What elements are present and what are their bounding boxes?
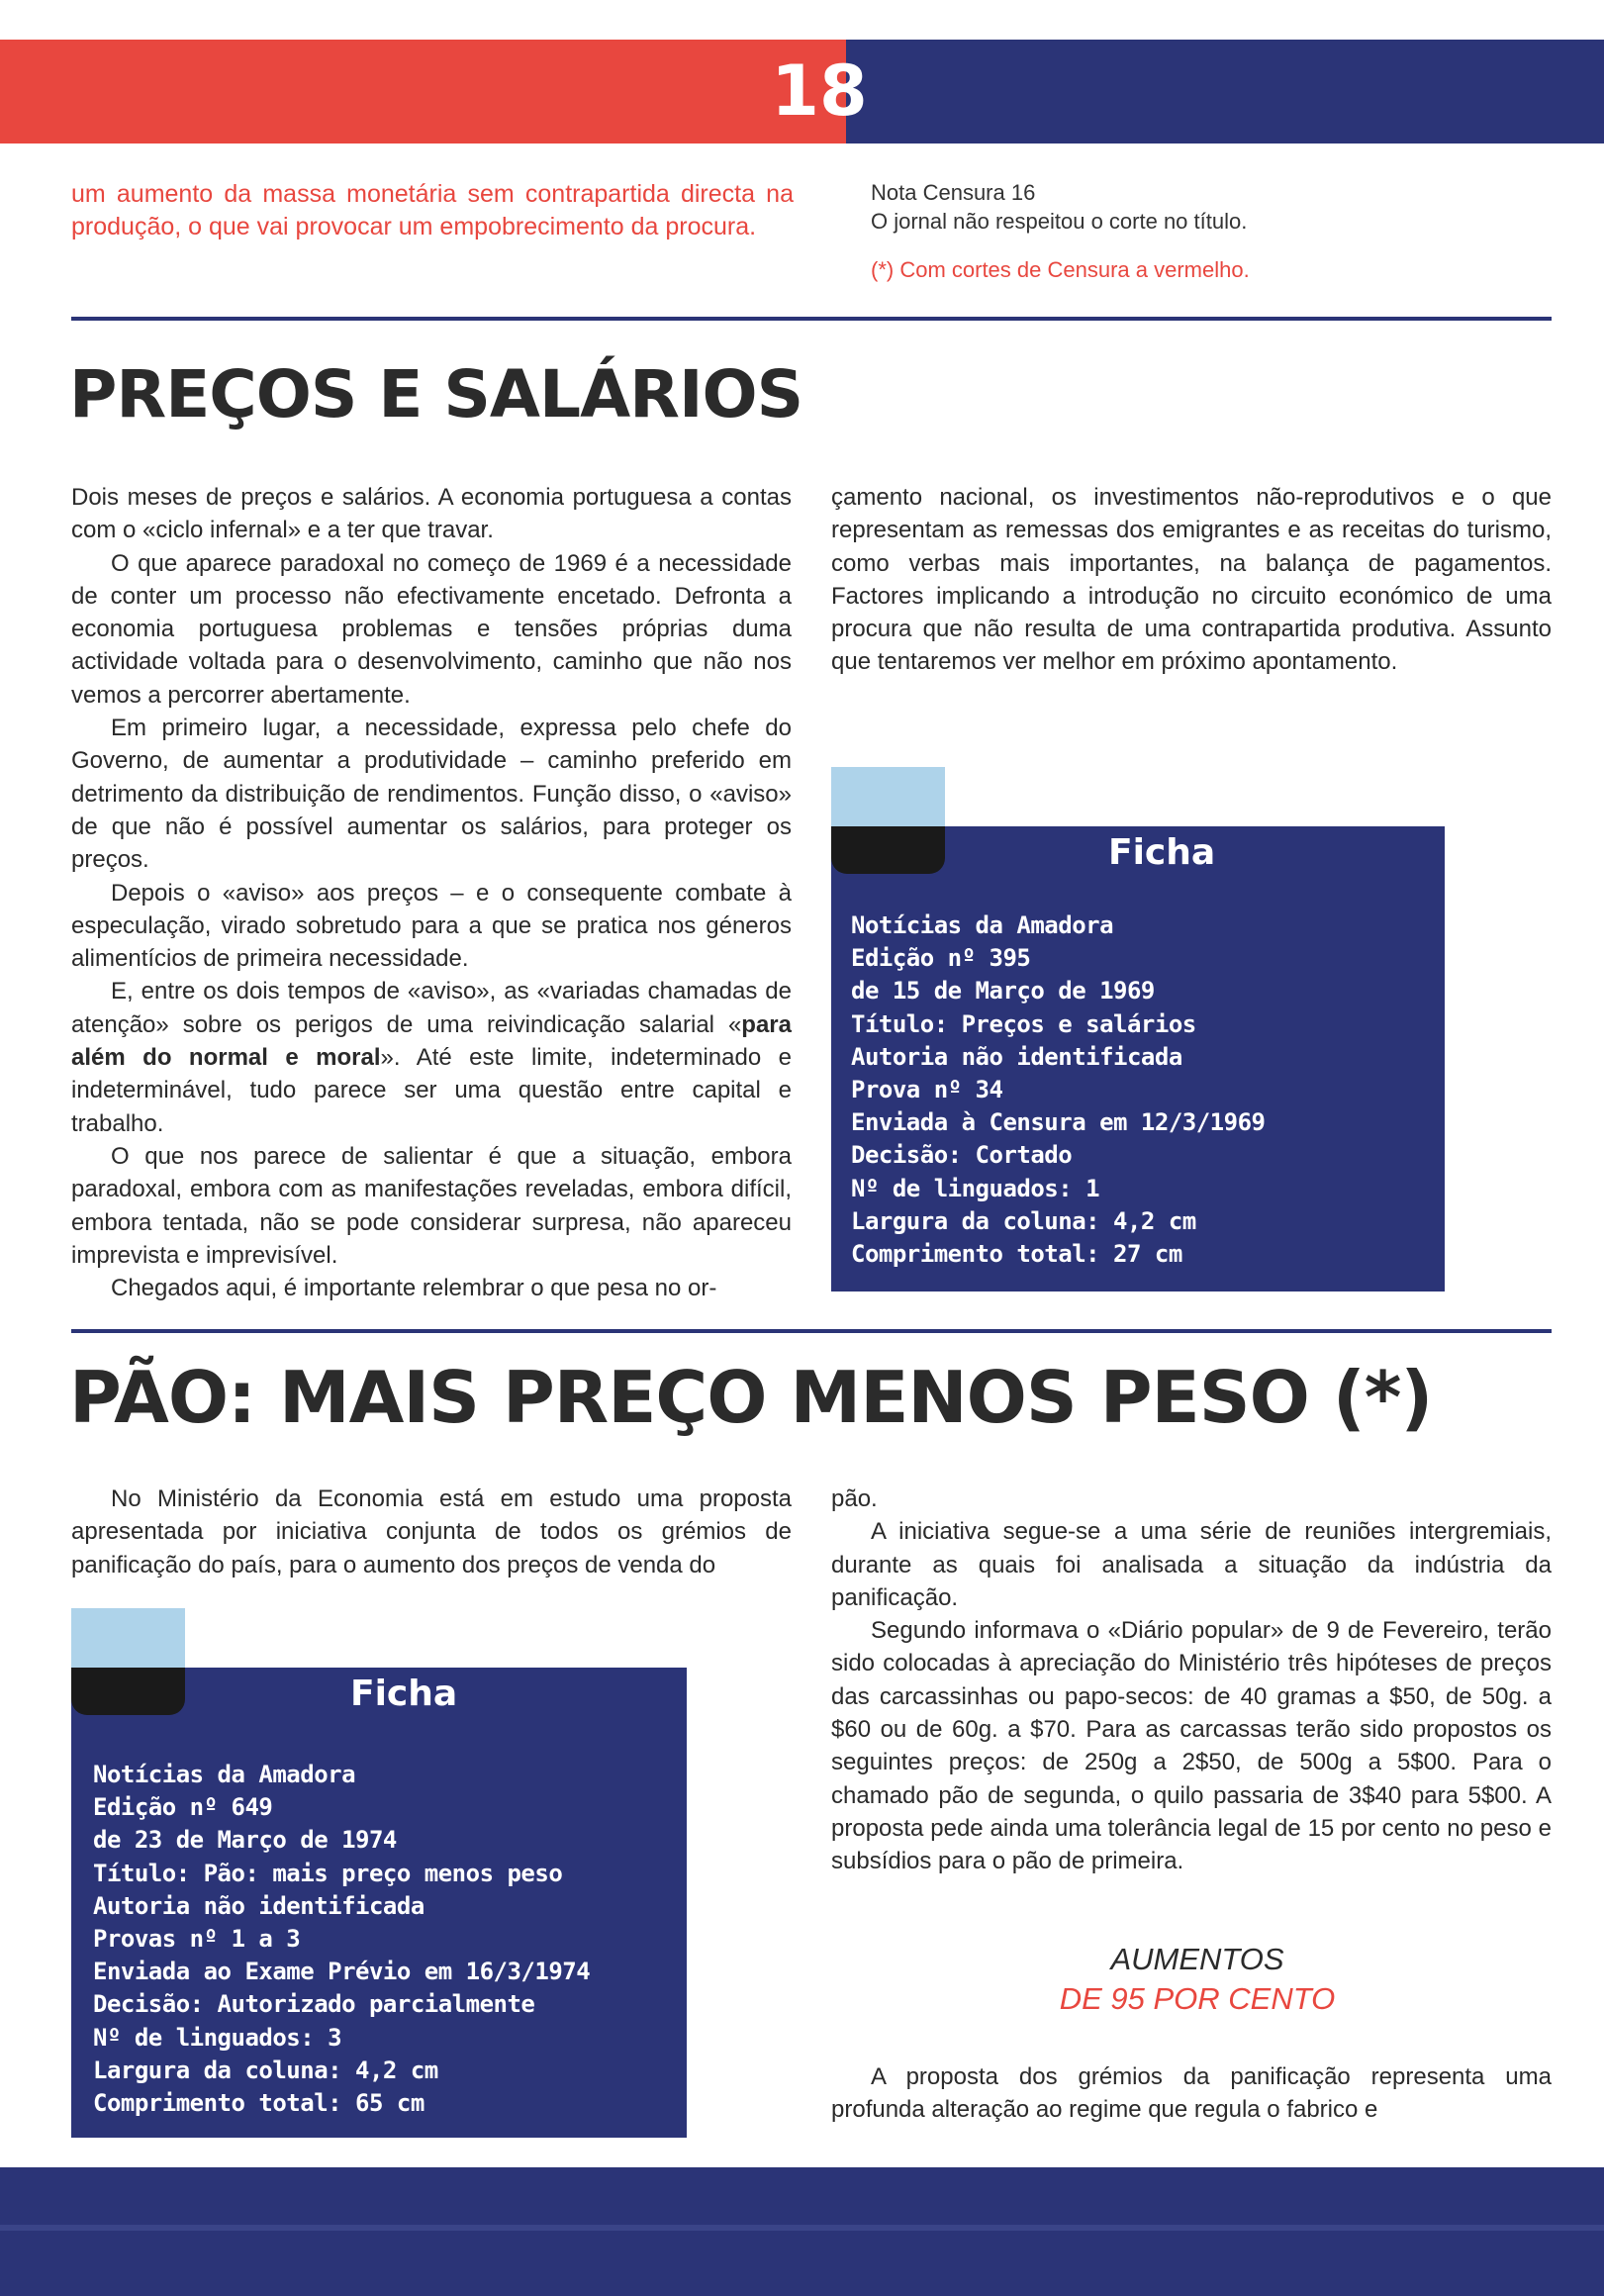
subheading-line-red: DE 95 POR CENTO xyxy=(1059,1981,1336,2016)
article2-closing-column xyxy=(831,2060,1552,2127)
header-red-block xyxy=(0,40,846,144)
ficha-line: Nº de linguados: 3 xyxy=(93,2023,342,2052)
ficha-line: Nº de linguados: 1 xyxy=(851,1174,1100,1202)
note-text: O jornal não respeitou o corte no título. xyxy=(871,209,1248,234)
ficha-title: Ficha xyxy=(1108,832,1216,873)
paragraph: O que nos parece de salientar é que a situação, embora paradoxal, embora com as manifestações reveladas, embora difícil, embora tentada, não se pode considerar surpresa, não apareceu imprevista e imprevisível. xyxy=(71,1142,792,1269)
ficha-details xyxy=(851,909,1265,1271)
ficha-line: Prova nº 34 xyxy=(851,1076,1003,1104)
article1-right-column xyxy=(831,481,1552,679)
paragraph-text: E, entre os dois tempos de «aviso», as «variadas chamadas de atenção» sobre os perigos de uma reivindicação salarial « xyxy=(71,978,792,1038)
header-blue-block xyxy=(846,40,1604,144)
top-continuation-text: um aumento da massa monetária sem contrapartida directa na produção, o que vai provocar um empobrecimento da procura. xyxy=(71,180,794,240)
article2-right-column xyxy=(831,1483,1552,1878)
paragraph: A iniciativa segue-se a uma série de reuniões intergremiais, durante as quais foi analisada a situação da indústria da panificação. xyxy=(831,1518,1552,1611)
ficha-line: Decisão: Cortado xyxy=(851,1141,1073,1170)
ficha-tab-dark xyxy=(71,1668,185,1715)
ficha-line: Notícias da Amadora xyxy=(851,911,1114,939)
divider-rule xyxy=(71,1329,1552,1333)
censorship-note xyxy=(871,178,1563,284)
ficha-line: Decisão: Autorizado parcialmente xyxy=(93,1990,535,2019)
ficha-line: Largura da coluna: 4,2 cm xyxy=(93,2056,438,2084)
footer-strip xyxy=(0,2225,1604,2231)
paragraph: A proposta dos grémios da panificação representa uma profunda alteração ao regime que regula o fabrico e xyxy=(831,2063,1552,2124)
ficha-tab-dark xyxy=(831,826,945,874)
divider-rule xyxy=(71,317,1552,321)
ficha-line: Comprimento total: 65 cm xyxy=(93,2089,425,2118)
ficha-box xyxy=(71,1668,687,2138)
ficha-line: Provas nº 1 a 3 xyxy=(93,1925,301,1954)
paragraph: Chegados aqui, é importante relembrar o que pesa no or- xyxy=(111,1275,717,1302)
ficha-line: Título: Pão: mais preço menos peso xyxy=(93,1859,563,1887)
ficha-line: Comprimento total: 27 cm xyxy=(851,1240,1182,1269)
note-title: Nota Censura 16 xyxy=(871,180,1036,205)
subheading-line: AUMENTOS xyxy=(1110,1942,1284,1976)
ficha-line: Autoria não identificada xyxy=(851,1042,1182,1071)
ficha-line: Autoria não identificada xyxy=(93,1891,425,1920)
paragraph: Dois meses de preços e salários. A economia portuguesa a contas com o «ciclo infernal» e a ter que travar. xyxy=(71,484,792,544)
ficha-line: Título: Preços e salários xyxy=(851,1009,1196,1038)
ficha-line: de 23 de Março de 1974 xyxy=(93,1826,397,1855)
ficha-line: Edição nº 649 xyxy=(93,1793,273,1822)
article1-left-column xyxy=(71,481,792,1304)
censored-note: (*) Com cortes de Censura a vermelho. xyxy=(871,257,1250,282)
paragraph: pão. xyxy=(831,1485,878,1512)
ficha-title: Ficha xyxy=(350,1674,458,1714)
ficha-line: Largura da coluna: 4,2 cm xyxy=(851,1206,1196,1235)
bold-phrase: para além do normal e moral xyxy=(71,1010,792,1072)
paragraph: Em primeiro lugar, a necessidade, expressa pelo chefe do Governo, de aumentar a produtividade – caminho preferido em detrimento da distribuição de rendimentos. Função disso, o «aviso» de que não é possível aumentar os salários, para proteger os preços. xyxy=(71,715,792,874)
paragraph xyxy=(71,975,792,1139)
paragraph: No Ministério da Economia está em estudo uma proposta apresentada por iniciativa conjunta de todos os grémios de panificação do país, para o aumento dos preços de venda do xyxy=(71,1485,792,1578)
ficha-line: Edição nº 395 xyxy=(851,944,1031,973)
ficha-line: Notícias da Amadora xyxy=(93,1761,356,1788)
paragraph-text: ». Até este limite, indeterminado e indeterminável, tudo parece ser uma questão entre capital e trabalho. xyxy=(71,1044,792,1137)
article-headline-precos: PREÇOS E SALÁRIOS xyxy=(69,356,803,432)
ficha-line: Enviada à Censura em 12/3/1969 xyxy=(851,1108,1266,1137)
paragraph: Segundo informava o «Diário popular» de 9 de Fevereiro, terão sido colocadas à apreciação do Ministério três hipóteses de preços das carcassinhas ou papo-secos: de 40 gramas a $50, de 50g. a $60 ou de 60g. a $70. Para as carcassas terão sido propostos os seguintes preços: de 250g a 2$50, de 500g a 5$00. Para o chamado pão de segunda, o quilo passaria de 3$40 para 5$00. A proposta pede ainda uma tolerância legal de 15 por cento no peso e subsídios para o pão de primeira. xyxy=(831,1617,1552,1875)
paragraph: O que aparece paradoxal no começo de 1969 é a necessidade de conter um processo não efectivamente encetado. Defronta a economia portuguesa problemas e tensões próprias duma actividade voltada para o desenvolvimento, caminho que não nos vemos a percorrer abertamente. xyxy=(71,549,792,709)
ficha-box xyxy=(831,826,1445,1292)
article2-left-column xyxy=(71,1483,792,1581)
ficha-details xyxy=(93,1759,590,2120)
paragraph: Depois o «aviso» aos preços – e o consequente combate à especulação, virado sobretudo para a que se pratica nos géneros alimentícios de primeira necessidade. xyxy=(71,879,792,973)
paragraph: çamento nacional, os investimentos não-reprodutivos e o que representam as remessas dos emigrantes e as receitas do turismo, como verbas mais importantes, na balança de pagamentos. Factores implicando a introdução no circuito económico de uma procura que não resulta de uma contrapartida produtiva. Assunto que tentaremos ver melhor em próximo apontamento. xyxy=(831,484,1552,676)
ficha-tab-light xyxy=(71,1608,185,1668)
ficha-tab-light xyxy=(831,767,945,826)
page-header-bar xyxy=(0,40,1604,144)
page-footer-bar xyxy=(0,2167,1604,2296)
ficha-line: de 15 de Março de 1969 xyxy=(851,977,1155,1005)
ficha-line: Enviada ao Exame Prévio em 16/3/1974 xyxy=(93,1958,591,1986)
page-number: 18 xyxy=(771,50,868,132)
article-subheading xyxy=(999,1940,1395,2019)
article-headline-pao: PÃO: MAIS PREÇO MENOS PESO (*) xyxy=(69,1356,1433,1439)
